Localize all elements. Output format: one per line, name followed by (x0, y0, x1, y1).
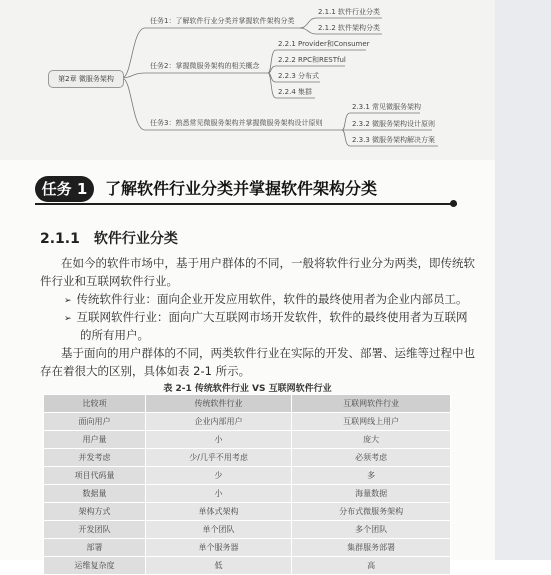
table-cell: 运维复杂度 (44, 557, 146, 575)
task-underline-dot (450, 200, 457, 207)
table-row (44, 467, 451, 485)
column-header: 传统软件行业 (145, 395, 291, 413)
bullet-continuation: 的所有用户。 (80, 328, 149, 342)
table-cell: 必须考虑 (292, 449, 451, 467)
mindmap-task1: 任务1：了解软件行业分类并掌握软件架构分类 (150, 17, 295, 25)
table-row (44, 449, 451, 467)
section-title: 软件行业分类 (93, 231, 178, 247)
mindmap-node: 2.3.1 常见微服务架构 (352, 103, 422, 111)
chapter-mindmap (0, 0, 495, 160)
table-header-row (44, 395, 451, 413)
table-row (44, 557, 451, 575)
table-cell: 庞大 (292, 431, 451, 449)
mindmap-node: 2.1.1 软件行业分类 (318, 8, 381, 16)
column-header: 比较项 (44, 395, 146, 413)
table-cell: 用户量 (44, 431, 146, 449)
column-header: 互联网软件行业 (292, 395, 451, 413)
table-row (44, 503, 451, 521)
table-cell: 多 (292, 467, 451, 485)
table-cell: 并发考虑 (44, 449, 146, 467)
table-cell: 单个服务器 (145, 539, 291, 557)
mindmap-root: 第2章 微服务架构 (48, 70, 124, 88)
task-underline (35, 203, 457, 205)
mindmap-node: 2.2.1 Provider和Consumer (278, 40, 370, 48)
viewer-side-panel (495, 0, 551, 560)
bullet-item (64, 309, 468, 327)
table-cell: 数据量 (44, 485, 146, 503)
bullet-item (64, 291, 468, 309)
section-number: 2.1.1 (40, 231, 80, 247)
table-cell: 多个团队 (292, 521, 451, 539)
mindmap-node: 2.2.2 RPC和RESTful (278, 56, 346, 64)
table-cell: 开发团队 (44, 521, 146, 539)
table-row (44, 485, 451, 503)
bullet-arrow-icon: ➢ (64, 296, 72, 306)
table-cell: 架构方式 (44, 503, 146, 521)
table-cell: 单体式架构 (145, 503, 291, 521)
table-cell: 项目代码量 (44, 467, 146, 485)
table-cell: 小 (145, 431, 291, 449)
mindmap-node: 2.2.3 分布式 (278, 72, 320, 80)
paragraph-line: 基于面向的用户群体的不同，两类软件行业在实际的开发、部署、运维等过程中也 (61, 346, 475, 360)
table-cell: 少 (145, 467, 291, 485)
branch-task2 (122, 73, 268, 78)
bullet-arrow-icon: ➢ (64, 314, 72, 324)
table-cell: 少/几乎不用考虑 (145, 449, 291, 467)
mindmap-node: 2.2.4 集群 (278, 88, 313, 96)
section-heading (40, 228, 178, 248)
table-row (44, 431, 451, 449)
table-cell: 部署 (44, 539, 146, 557)
mindmap-node: 2.3.3 微服务架构解决方案 (352, 136, 436, 144)
mindmap-task2: 任务2：掌握微服务架构的相关概念 (150, 62, 260, 70)
table-cell: 小 (145, 485, 291, 503)
mindmap-node: 2.3.2 微服务架构设计原则 (352, 120, 436, 128)
table-cell: 企业内部用户 (145, 413, 291, 431)
task-badge: 任务 1 (35, 176, 94, 202)
table-cell: 高 (292, 557, 451, 575)
comparison-table (43, 394, 451, 575)
paragraph-line: 在如今的软件市场中，基于用户群体的不同，一般将软件行业分为两类，即传统软 (61, 256, 475, 270)
mindmap-task3: 任务3：熟悉常见微服务架构并掌握微服务架构设计原则 (150, 119, 323, 127)
table-row (44, 539, 451, 557)
table-cell: 集群服务部署 (292, 539, 451, 557)
mindmap-node: 2.1.2 软件架构分类 (318, 24, 381, 32)
table-cell: 海量数据 (292, 485, 451, 503)
table-cell: 单个团队 (145, 521, 291, 539)
bullet-text: 传统软件行业：面向企业开发应用软件，软件的最终使用者为企业内部员工。 (76, 292, 468, 306)
table-cell: 低 (145, 557, 291, 575)
table-cell: 互联网线上用户 (292, 413, 451, 431)
table-row (44, 521, 451, 539)
table-row (44, 413, 451, 431)
bullet-text: 互联网软件行业：面向广大互联网市场开发软件，软件的最终使用者为互联网 (76, 310, 468, 324)
task-title: 了解软件行业分类并掌握软件架构分类 (105, 179, 378, 198)
table-caption: 表 2-1 传统软件行业 VS 互联网软件行业 (163, 384, 332, 394)
paragraph-line: 存在着很大的区别，具体如表 2-1 所示。 (40, 364, 251, 378)
paragraph-line: 件行业和互联网软件行业。 (40, 274, 178, 288)
table-cell: 面向用户 (44, 413, 146, 431)
table-cell: 分布式微服务架构 (292, 503, 451, 521)
